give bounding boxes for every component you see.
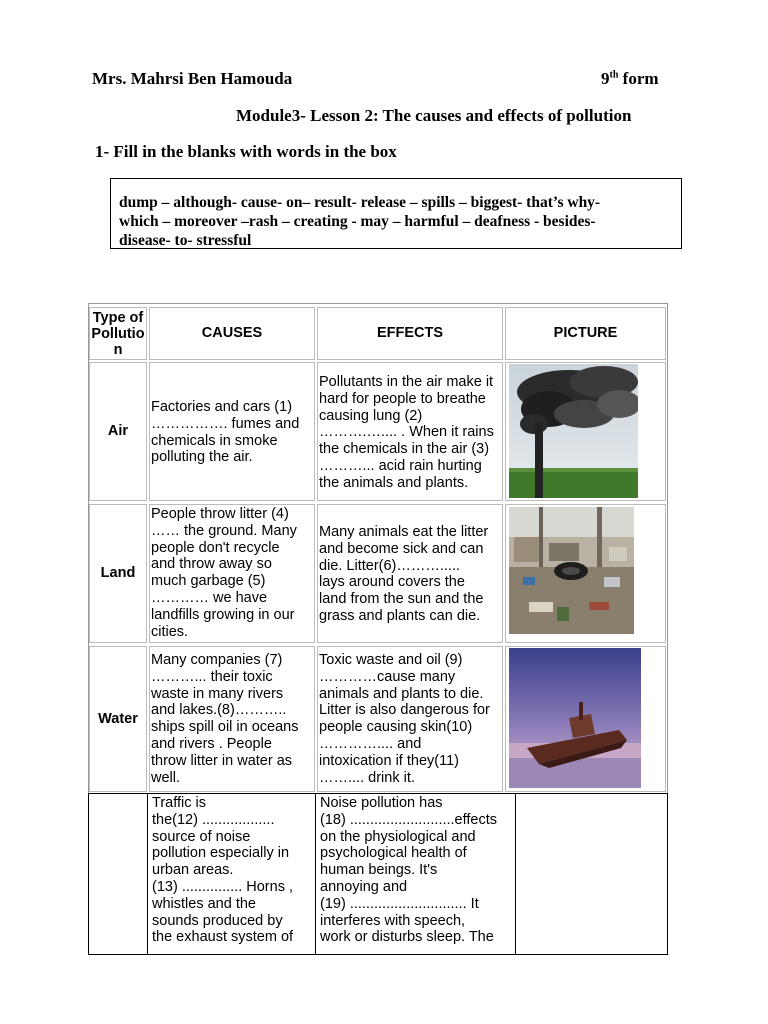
form-level: [601, 69, 659, 89]
text-line: waste in many rivers: [151, 685, 284, 702]
word-box-line: dump – although- cause- on– result- release – spills – biggest- that’s why-: [119, 194, 601, 211]
header-causes: CAUSES: [149, 307, 315, 360]
text-line: work or disturbs sleep. The: [320, 929, 494, 946]
word-box-line: which – moreover –rash – creating - may – harmful – deafness - besides-: [119, 213, 596, 230]
header-type: Type of Pollutio n: [89, 307, 147, 360]
wrecked-ship-photo: [509, 648, 641, 788]
text-line: polluting the air.: [151, 449, 253, 466]
text-line: urban areas.: [152, 862, 234, 879]
text-line: ………….... and: [319, 735, 422, 752]
text-line: landfills growing in our: [151, 606, 295, 623]
noise-effects: [316, 793, 516, 955]
text-line: Traffic is: [152, 795, 206, 811]
text-line: …………cause many: [319, 668, 456, 685]
text-line: the exhaust system of: [152, 929, 294, 946]
text-line: psychological health of: [320, 845, 467, 862]
row-label-water: Water: [89, 646, 147, 792]
text-line: land from the sun and the: [319, 591, 484, 608]
text-line: Toxic waste and oil (9): [319, 652, 463, 668]
text-line: Noise pollution has: [320, 795, 443, 811]
text-line: the animals and plants.: [319, 474, 469, 491]
text-line: well.: [151, 769, 181, 786]
text-line: Factories and cars (1): [151, 399, 293, 415]
lesson-title: Module3- Lesson 2: The causes and effects of pollution: [236, 106, 632, 125]
air-effects: [317, 362, 503, 501]
text-line: people don't recycle: [151, 539, 280, 556]
text-line: ……………. fumes and: [151, 415, 300, 432]
water-causes: [149, 646, 315, 792]
text-line: ………... acid rain hurting: [319, 457, 482, 474]
text-line: ships spill oil in oceans: [151, 719, 299, 736]
text-line: …… the ground. Many: [151, 522, 297, 539]
exercise-instruction: 1- Fill in the blanks with words in the box: [95, 142, 397, 161]
noise-picture-cell: [516, 793, 668, 955]
row-label-land: Land: [89, 504, 147, 643]
text-line: Pollutants in the air make it: [319, 374, 494, 390]
text-line: annoying and: [320, 878, 408, 895]
text-line: (19) ............................. It: [320, 895, 479, 912]
noise-type-cell: [88, 793, 148, 955]
noise-causes: [148, 793, 316, 955]
text-line: whistles and the: [152, 895, 256, 912]
text-line: the(12) ..................: [152, 811, 275, 828]
form-superscript: th: [609, 69, 619, 81]
text-line: Litter is also dangerous for: [319, 702, 490, 719]
text-line: die. Litter(6)……….....: [319, 557, 461, 574]
text-line: source of noise: [152, 828, 251, 845]
text-line: and throw away so: [151, 556, 272, 573]
text-line: causing lung (2): [319, 407, 423, 424]
word-box-line: disease- to- stressful: [119, 232, 252, 249]
text-line: (13) ............... Horns ,: [152, 878, 294, 895]
text-line: much garbage (5): [151, 573, 266, 590]
text-line: people causing skin(10): [319, 719, 473, 736]
text-line: pollution especially in: [152, 845, 290, 862]
header-effects: EFFECTS: [317, 307, 503, 360]
landfill-litter-photo: [509, 507, 634, 634]
text-line: (18) ..........................effects: [320, 811, 498, 828]
text-line: human beings. It's: [320, 862, 438, 879]
text-line: ……….….... . When it rains: [319, 424, 494, 441]
factory-smokestack-photo: [509, 364, 638, 498]
text-line: and become sick and can: [319, 540, 484, 557]
form-number: 9: [601, 69, 610, 88]
text-line: …….... drink it.: [319, 769, 415, 786]
text-line: sounds produced by: [152, 912, 283, 929]
text-line: grass and plants can die.: [319, 607, 481, 624]
row-label-air: Air: [89, 362, 147, 501]
text-line: lays around covers the: [319, 574, 465, 591]
text-line: interferes with speech,: [320, 912, 466, 929]
text-line: on the physiological and: [320, 828, 476, 845]
form-word: form: [622, 69, 659, 88]
text-line: ………… we have: [151, 589, 268, 606]
land-causes: [149, 504, 315, 643]
text-line: ………... their toxic: [151, 668, 273, 685]
text-line: throw litter in water as: [151, 752, 293, 769]
text-line: chemicals in smoke: [151, 432, 278, 449]
teacher-name: Mrs. Mahrsi Ben Hamouda: [92, 69, 293, 88]
header-picture: PICTURE: [505, 307, 666, 360]
text-line: and rivers . People: [151, 735, 272, 752]
text-line: cities.: [151, 623, 189, 640]
text-line: and lakes.(8)………..: [151, 702, 287, 719]
text-line: hard for people to breathe: [319, 390, 486, 407]
text-line: intoxication if they(11): [319, 752, 459, 769]
air-causes: [149, 362, 315, 501]
text-line: animals and plants to die.: [319, 685, 484, 702]
text-line: Many companies (7): [151, 652, 283, 668]
text-line: People throw litter (4): [151, 506, 289, 522]
text-line: Many animals eat the litter: [319, 524, 489, 540]
water-effects: [317, 646, 503, 792]
text-line: the chemicals in the air (3): [319, 441, 490, 458]
land-effects: [317, 504, 503, 643]
word-box: [110, 178, 682, 249]
